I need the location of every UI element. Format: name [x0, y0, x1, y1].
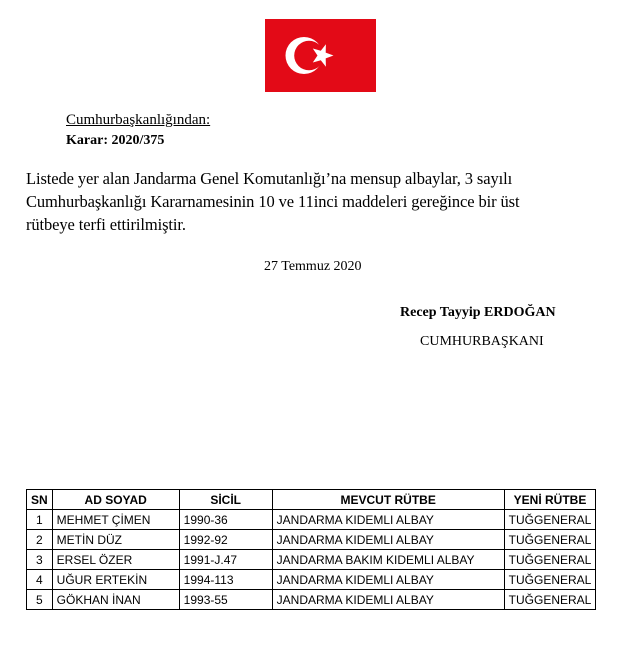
column-header-new-rank: YENİ RÜTBE — [504, 490, 596, 510]
table-row — [27, 590, 596, 610]
cell-sicil: 1991-J.47 — [179, 550, 272, 570]
cell-name: MEHMET ÇİMEN — [52, 510, 179, 530]
table-header-row — [27, 490, 596, 510]
decision-number: Karar: 2020/375 — [66, 133, 165, 148]
cell-new-rank: TUĞGENERAL — [504, 530, 596, 550]
cell-sicil: 1990-36 — [179, 510, 272, 530]
promotion-table — [26, 489, 596, 610]
column-header-sicil: SİCİL — [179, 490, 272, 510]
cell-name: GÖKHAN İNAN — [52, 590, 179, 610]
decision-body — [26, 167, 626, 236]
crescent-star-icon — [265, 19, 376, 92]
cell-current-rank: JANDARMA KIDEMLI ALBAY — [272, 570, 504, 590]
decision-date: 27 Temmuz 2020 — [264, 259, 362, 274]
issuing-authority: Cumhurbaşkanlığından: — [66, 112, 211, 128]
cell-sicil: 1993-55 — [179, 590, 272, 610]
column-header-current-rank: MEVCUT RÜTBE — [272, 490, 504, 510]
cell-new-rank: TUĞGENERAL — [504, 570, 596, 590]
turkish-flag — [265, 19, 376, 92]
body-line: rütbeye terfi ettirilmiştir. — [26, 215, 186, 234]
column-header-name: AD SOYAD — [52, 490, 179, 510]
signatory-name: Recep Tayyip ERDOĞAN — [400, 305, 556, 320]
cell-current-rank: JANDARMA KIDEMLI ALBAY — [272, 530, 504, 550]
cell-name: ERSEL ÖZER — [52, 550, 179, 570]
cell-new-rank: TUĞGENERAL — [504, 590, 596, 610]
body-line: Listede yer alan Jandarma Genel Komutanlığı’na mensup albaylar, 3 sayılı — [26, 169, 513, 188]
cell-new-rank: TUĞGENERAL — [504, 550, 596, 570]
table-row — [27, 530, 596, 550]
cell-sn: 1 — [27, 510, 53, 530]
table-row — [27, 550, 596, 570]
cell-current-rank: JANDARMA KIDEMLI ALBAY — [272, 590, 504, 610]
cell-sn: 3 — [27, 550, 53, 570]
cell-name: METİN DÜZ — [52, 530, 179, 550]
table-row — [27, 570, 596, 590]
body-line: Cumhurbaşkanlığı Kararnamesinin 10 ve 11inci maddeleri gereğince bir üst — [26, 192, 520, 211]
column-header-sn: SN — [27, 490, 53, 510]
cell-sn: 2 — [27, 530, 53, 550]
cell-sicil: 1994-113 — [179, 570, 272, 590]
cell-new-rank: TUĞGENERAL — [504, 510, 596, 530]
signatory-title: CUMHURBAŞKANI — [420, 334, 544, 349]
cell-name: UĞUR ERTEKİN — [52, 570, 179, 590]
table-row — [27, 510, 596, 530]
cell-sn: 4 — [27, 570, 53, 590]
cell-current-rank: JANDARMA BAKIM KIDEMLI ALBAY — [272, 550, 504, 570]
cell-current-rank: JANDARMA KIDEMLI ALBAY — [272, 510, 504, 530]
cell-sn: 5 — [27, 590, 53, 610]
cell-sicil: 1992-92 — [179, 530, 272, 550]
